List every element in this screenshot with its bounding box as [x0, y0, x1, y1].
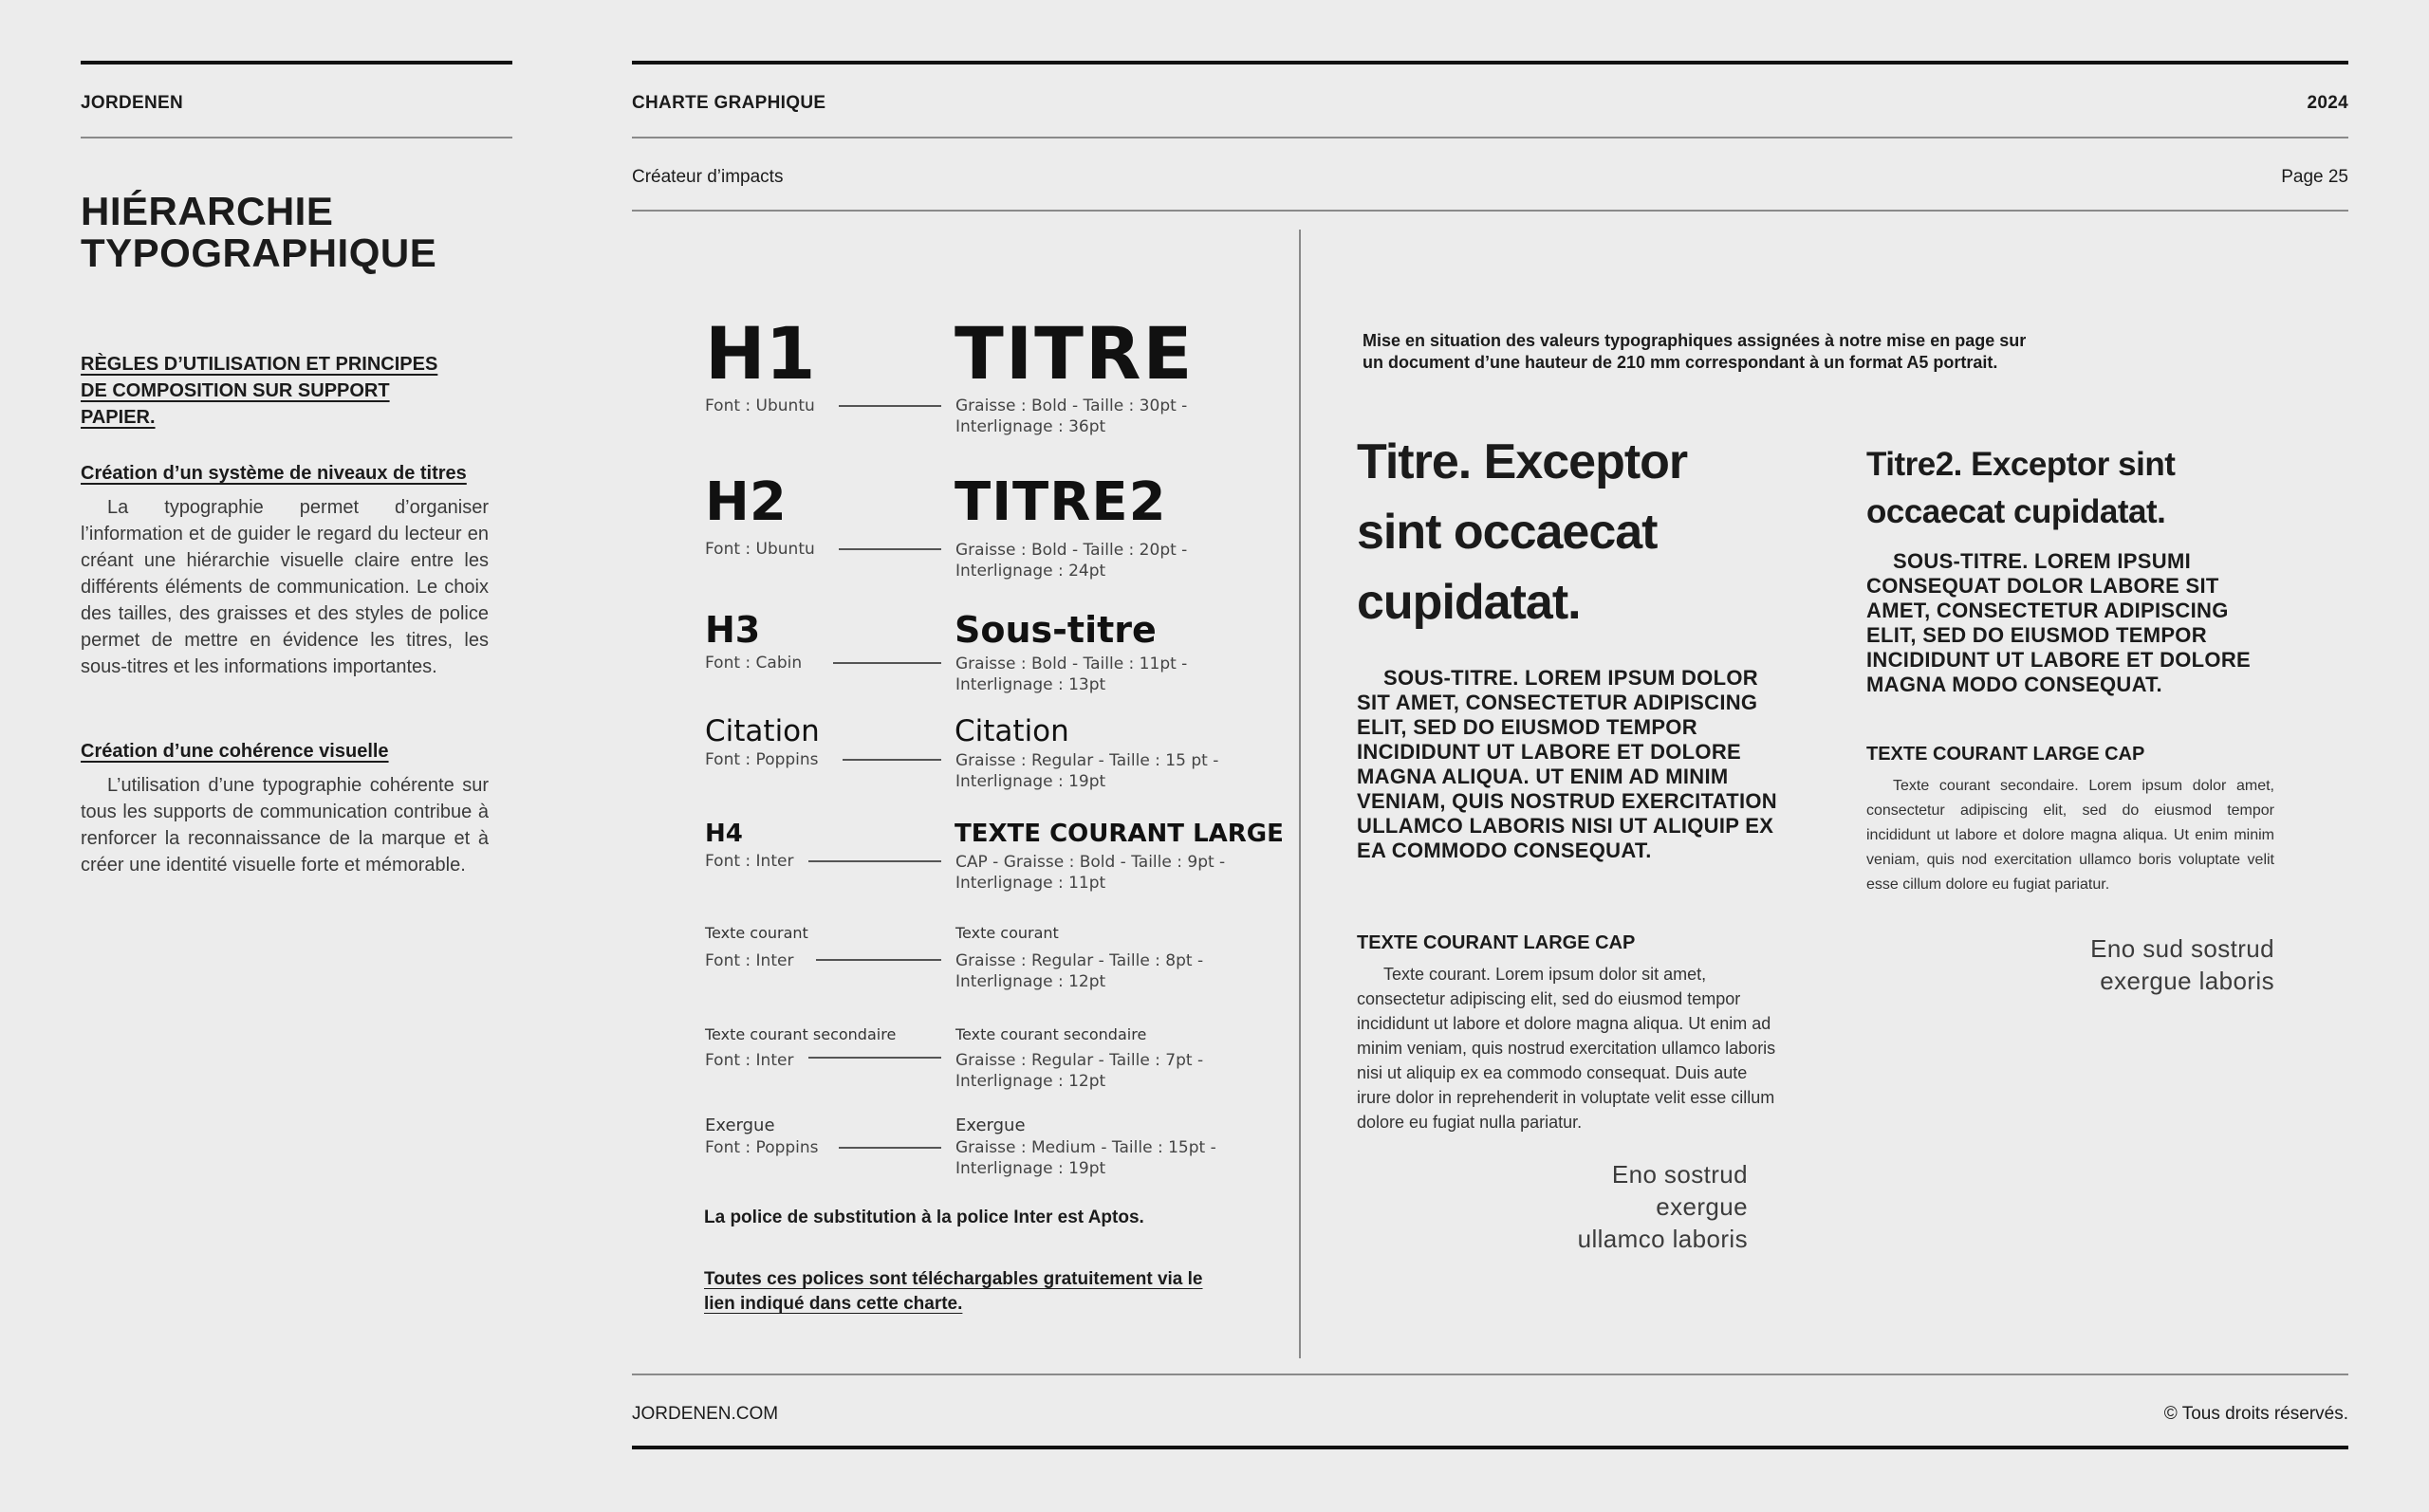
body2-connector — [808, 1057, 941, 1059]
rules-heading: RÈGLES D’UTILISATION ET PRINCIPES DE COMPOSITION SUR SUPPORT PAPIER. — [81, 354, 438, 428]
body2-spec-line2: Interlignage : 12pt — [955, 1072, 1106, 1091]
body-spec-line1: Graisse : Regular - Taille : 8pt - — [955, 951, 1204, 970]
h1-spec — [955, 396, 1187, 437]
demo-col2-exergue — [1955, 932, 2274, 997]
page-number: Page 25 — [2281, 167, 2348, 187]
h2-connector — [839, 548, 941, 550]
substitution-note: La police de substitution à la police Inter est Aptos. — [704, 1208, 1144, 1227]
brand-name: JORDENEN — [81, 93, 183, 113]
h2-spec — [955, 540, 1187, 581]
citation-connector — [843, 759, 941, 761]
tagline: Créateur d’impacts — [632, 167, 784, 187]
subheader-divider — [632, 210, 2348, 212]
h1-font: Font : Ubuntu — [705, 396, 815, 415]
h1-spec-line1: Graisse : Bold - Taille : 30pt - — [955, 396, 1188, 415]
demo-col2-exergue-line2: exergue laboris — [2100, 967, 2274, 995]
h2-label: H2 — [705, 471, 787, 533]
h1-connector — [839, 405, 941, 407]
download-note-line2[interactable]: lien indiqué dans cette charte. — [704, 1294, 963, 1314]
h4-font: Font : Inter — [705, 852, 794, 871]
exergue-font: Font : Poppins — [705, 1138, 819, 1157]
page-title — [81, 191, 436, 274]
exergue-spec-line2: Interlignage : 19pt — [955, 1159, 1106, 1178]
download-note[interactable] — [704, 1267, 1203, 1317]
h4-spec-line1: CAP - Graisse : Bold - Taille : 9pt - — [955, 853, 1226, 872]
exergue-spec-line1: Graisse : Medium - Taille : 15pt - — [955, 1138, 1216, 1157]
body2-sample: Texte courant secondaire — [955, 1025, 1147, 1043]
body-spec-line2: Interlignage : 12pt — [955, 972, 1106, 991]
demo-col2-title: Titre2. Exceptor sint occaecat cupidatat. — [1866, 446, 2176, 530]
body-spec — [955, 950, 1203, 992]
citation-font: Font : Poppins — [705, 750, 819, 769]
footer-bottom-rule — [632, 1446, 2348, 1449]
page-title-line1: HIÉRARCHIE — [81, 189, 334, 233]
h3-label: H3 — [705, 609, 761, 651]
h2-font: Font : Ubuntu — [705, 540, 815, 559]
header-divider — [632, 137, 2348, 138]
demo-col2-cap: TEXTE COURANT LARGE CAP — [1866, 744, 2145, 765]
page-title-line2: TYPOGRAPHIQUE — [81, 230, 437, 275]
demo-col2-body: Texte courant secondaire. Lorem ipsum dolor amet, consectetur adipiscing elit, sed do eiusmod tempor incididunt ut labore et dolore magna aliqua. Ut enim minim veniam, quis nod exercitation ullamco boris voluptate velit esse cillum dolore eu fugiat pariatur. — [1866, 778, 2274, 893]
demo-col1-cap: TEXTE COURANT LARGE CAP — [1357, 932, 1636, 953]
h3-font: Font : Cabin — [705, 654, 803, 673]
body-connector — [816, 959, 941, 961]
h1-sample: TITRE — [955, 311, 1195, 396]
h3-sample: Sous-titre — [955, 609, 1157, 651]
h1-spec-line2: Interlignage : 36pt — [955, 417, 1106, 436]
column-divider — [1299, 230, 1301, 1358]
body2-spec-line1: Graisse : Regular - Taille : 7pt - — [955, 1051, 1204, 1070]
demo-intro-line1: Mise en situation des valeurs typographiques assignées à notre mise en page sur — [1363, 331, 2027, 350]
h3-spec — [955, 654, 1187, 695]
demo-col2-exergue-line1: Eno sud sostrud — [2090, 934, 2274, 963]
footer-site-link[interactable]: JORDENEN.COM — [632, 1404, 779, 1424]
demo-col1-exergue — [1480, 1158, 1748, 1255]
citation-spec-line2: Interlignage : 19pt — [955, 772, 1106, 791]
section2-title: Création d’une cohérence visuelle — [81, 741, 389, 762]
h4-sample: TEXTE COURANT LARGE — [955, 820, 1284, 848]
footer-rights: © Tous droits réservés. — [2163, 1404, 2348, 1424]
h3-spec-line1: Graisse : Bold - Taille : 11pt - — [955, 655, 1188, 673]
exergue-sample: Exergue — [955, 1116, 1026, 1135]
year-label: 2024 — [2307, 93, 2348, 113]
h4-spec-line2: Interlignage : 11pt — [955, 874, 1106, 893]
h1-label: H1 — [705, 311, 816, 396]
section2-text: L’utilisation d’une typographie cohérente sur tous les supports de communication contribue à renforcer la reconnaissance de la marque et à créer une identité visuelle forte et mémorable. — [81, 775, 489, 876]
citation-spec — [955, 750, 1218, 792]
sidebar-divider — [81, 137, 512, 138]
demo-col1-subtitle: SOUS-TITRE. LOREM IPSUM DOLOR SIT AMET, CONSECTETUR ADIPISCING ELIT, SED DO EIUSMOD TEMPOR INCIDIDUNT UT LABORE ET DOLORE MAGNA ALIQUA. UT ENIM AD MINIM VENIAM, QUIS NOSTRUD EXERCITATION ULLAMCO LABORIS NISI UT ALIQUIP EX EA COMMODO CONSEQUAT. — [1357, 666, 1777, 862]
h3-spec-line2: Interlignage : 13pt — [955, 675, 1106, 694]
demo-col2-subtitle: SOUS-TITRE. LOREM IPSUMI CONSEQUAT DOLOR LABORE SIT AMET, CONSECTETUR ADIPISCING ELIT, SED DO EIUSMOD TEMPOR INCIDIDUNT UT LABORE ET DOLORE MAGNA MODO CONSEQUAT. — [1866, 549, 2251, 696]
h4-label: H4 — [705, 820, 743, 848]
main-top-rule — [632, 61, 2348, 65]
demo-col1-exergue-line3: ullamco laboris — [1577, 1225, 1748, 1253]
exergue-spec — [955, 1137, 1216, 1179]
body2-spec — [955, 1050, 1203, 1092]
body-sample: Texte courant — [955, 924, 1059, 942]
demo-intro — [1363, 330, 2026, 374]
exergue-connector — [839, 1147, 941, 1149]
footer-divider — [632, 1374, 2348, 1375]
sidebar-top-rule — [81, 61, 512, 65]
section-label: CHARTE GRAPHIQUE — [632, 93, 826, 113]
body2-label: Texte courant secondaire — [705, 1025, 897, 1043]
body-label: Texte courant — [705, 924, 808, 942]
citation-label: Citation — [705, 714, 820, 748]
demo-col1-body: Texte courant. Lorem ipsum dolor sit amet, consectetur adipiscing elit, sed do eiusmod tempor incididunt ut labore et dolore magna aliqua. Ut enim ad minim veniam, quis nostrud exercitation ullamco laboris nisi ut aliquip ex ea commodo consequat. Duis aute irure dolor in reprehenderit in voluptate velit esse cillum dolore eu fugiat nulla pariatur. — [1357, 965, 1776, 1132]
h2-sample: TITRE2 — [955, 471, 1167, 533]
citation-sample: Citation — [955, 714, 1069, 748]
citation-spec-line1: Graisse : Regular - Taille : 15 pt - — [955, 751, 1219, 770]
section1-title: Création d’un système de niveaux de titres — [81, 463, 467, 484]
demo-col1-title: Titre. Exceptor sint occaecat cupidatat. — [1357, 434, 1688, 630]
h2-spec-line1: Graisse : Bold - Taille : 20pt - — [955, 541, 1188, 560]
body-font: Font : Inter — [705, 951, 794, 970]
download-note-line1[interactable]: Toutes ces polices sont téléchargables gratuitement via le — [704, 1269, 1203, 1289]
demo-intro-line2: un document d’une hauteur de 210 mm correspondant à un format A5 portrait. — [1363, 353, 1998, 372]
h2-spec-line2: Interlignage : 24pt — [955, 562, 1106, 581]
h3-connector — [833, 662, 941, 664]
h4-spec — [955, 852, 1225, 894]
demo-col1-exergue-line2: exergue — [1656, 1192, 1748, 1221]
section1-text: La typographie permet d’organiser l’information et de guider le regard du lecteur en créant une hiérarchie visuelle claire entre les différents éléments de communication. Le choix des tailles, des graisses et des styles de police permet de mettre en évidence les titres, les sous-titres et les informations importantes. — [81, 497, 489, 677]
exergue-label: Exergue — [705, 1116, 775, 1135]
h4-connector — [808, 860, 941, 862]
demo-col1-exergue-line1: Eno sostrud — [1611, 1160, 1748, 1189]
body2-font: Font : Inter — [705, 1051, 794, 1070]
